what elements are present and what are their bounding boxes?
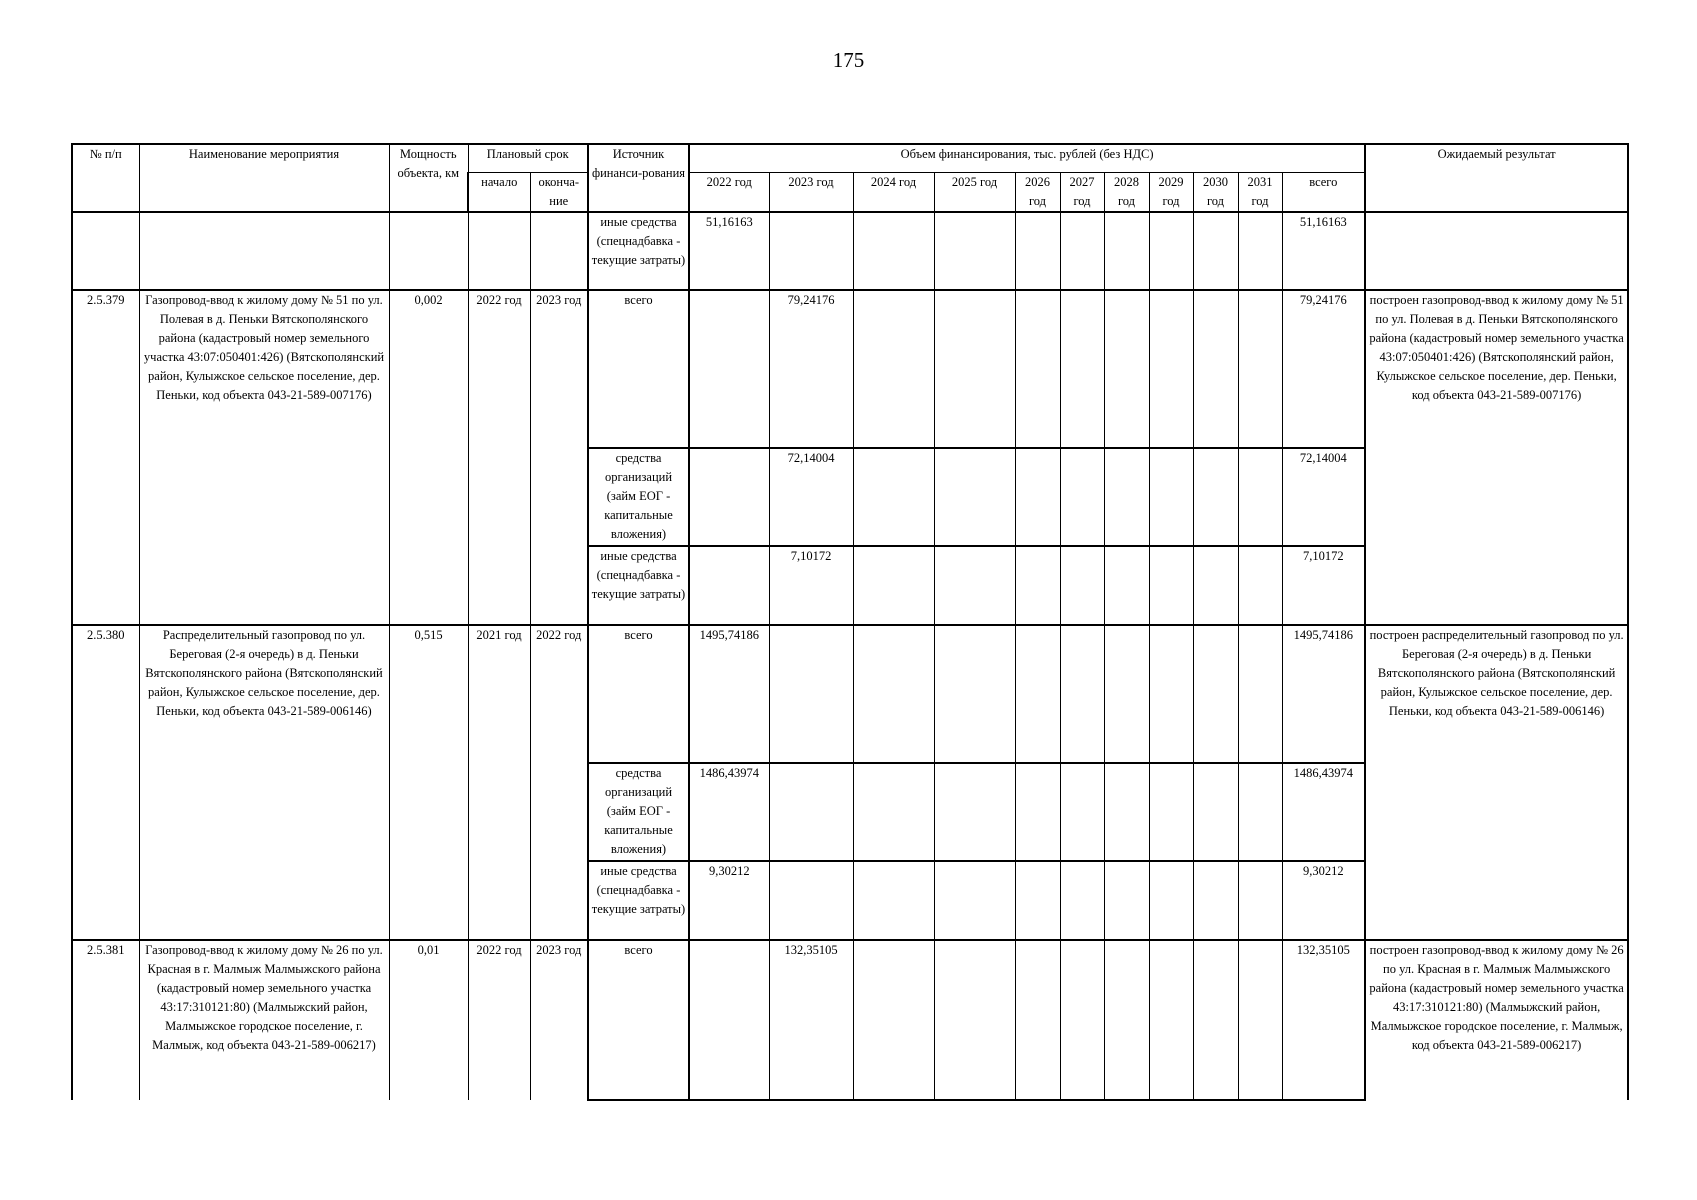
- cell-capacity: 0,515: [389, 625, 468, 940]
- header-financing: Объем финансирования, тыс. рублей (без НДС): [689, 144, 1365, 172]
- cell-y2030: [1193, 290, 1238, 448]
- cell-y2024: [853, 448, 934, 546]
- cell-y2027: [1060, 763, 1104, 861]
- header-term: Плановый срок: [468, 144, 588, 172]
- cell-y2029: [1149, 212, 1193, 290]
- cell-y2030: [1193, 212, 1238, 290]
- cell-y2030: [1193, 448, 1238, 546]
- table-row: [72, 290, 1628, 448]
- cell-num: [72, 212, 139, 290]
- header-year-2025: 2025 год: [934, 172, 1015, 212]
- cell-name: Распределительный газопровод по ул. Береговая (2-я очередь) в д. Пеньки Вятскополянского района (Вятскополянский район, Кулыжское сельское поселение, дер. Пеньки, код объекта 043-21-589-006146): [139, 625, 389, 940]
- cell-result: построен газопровод-ввод к жилому дому № 51 по ул. Полевая в д. Пеньки Вятскополянского района (кадастровый номер земельного участка 43:07:050401:426) (Вятскополянский район, Кулыжское сельское поселение, дер. Пеньки, код объекта 043-21-589-007176): [1365, 290, 1628, 625]
- cell-y2026: [1015, 625, 1060, 763]
- cell-y2025: [934, 625, 1015, 763]
- table-row: [72, 625, 1628, 763]
- cell-y2026: [1015, 212, 1060, 290]
- header-year-2028: 2028 год: [1104, 172, 1149, 212]
- table-row: [72, 212, 1628, 290]
- cell-y2023: 132,35105: [769, 940, 853, 1100]
- cell-y2026: [1015, 763, 1060, 861]
- cell-end: [530, 212, 588, 290]
- header-result: Ожидаемый результат: [1365, 144, 1628, 212]
- cell-y2028: [1104, 861, 1149, 940]
- cell-y2022: 51,16163: [689, 212, 769, 290]
- cell-y2029: [1149, 290, 1193, 448]
- cell-y2023: [769, 763, 853, 861]
- cell-y2025: [934, 212, 1015, 290]
- cell-y2028: [1104, 625, 1149, 763]
- cell-y2023: [769, 625, 853, 763]
- cell-source: всего: [588, 625, 689, 763]
- cell-name: Газопровод-ввод к жилому дому № 26 по ул. Красная в г. Малмыж Малмыжского района (кадастровый номер земельного участка 43:17:310121:80) (Малмыжский район, Малмыжское городское поселение, г. Малмыж, код объекта 043-21-589-006217): [139, 940, 389, 1100]
- cell-capacity: 0,002: [389, 290, 468, 625]
- cell-source: иные средства (спецнадбавка - текущие затраты): [588, 861, 689, 940]
- cell-y2025: [934, 448, 1015, 546]
- cell-num: 2.5.381: [72, 940, 139, 1100]
- cell-y2031: [1238, 290, 1282, 448]
- header-year-2022: 2022 год: [689, 172, 769, 212]
- cell-y2026: [1015, 546, 1060, 625]
- cell-y2023: 7,10172: [769, 546, 853, 625]
- header-year-2031: 2031 год: [1238, 172, 1282, 212]
- header-term-end: оконча-ние: [530, 172, 588, 212]
- cell-y2029: [1149, 448, 1193, 546]
- cell-y2024: [853, 290, 934, 448]
- cell-y2022: 1495,74186: [689, 625, 769, 763]
- cell-y2029: [1149, 625, 1193, 763]
- cell-y2027: [1060, 212, 1104, 290]
- page-number: 175: [832, 48, 865, 72]
- cell-y2026: [1015, 290, 1060, 448]
- cell-name: [139, 212, 389, 290]
- cell-capacity: [389, 212, 468, 290]
- cell-y2028: [1104, 448, 1149, 546]
- cell-source: всего: [588, 290, 689, 448]
- cell-result: построен газопровод-ввод к жилому дому № 26 по ул. Красная в г. Малмыж Малмыжского района (кадастровый номер земельного участка 43:17:310121:80) (Малмыжский район, Малмыжское городское поселение, г. Малмыж, код объекта 043-21-589-006217): [1365, 940, 1628, 1100]
- cell-y2027: [1060, 625, 1104, 763]
- cell-y2031: [1238, 546, 1282, 625]
- cell-y2029: [1149, 940, 1193, 1100]
- cell-y2023: [769, 212, 853, 290]
- cell-y2031: [1238, 212, 1282, 290]
- financing-table: [71, 143, 1629, 1101]
- header-term-start: начало: [468, 172, 530, 212]
- cell-y2024: [853, 940, 934, 1100]
- cell-total: 1495,74186: [1282, 625, 1365, 763]
- header-year-2030: 2030 год: [1193, 172, 1238, 212]
- cell-capacity: 0,01: [389, 940, 468, 1100]
- cell-y2028: [1104, 212, 1149, 290]
- cell-y2025: [934, 763, 1015, 861]
- cell-y2030: [1193, 546, 1238, 625]
- cell-start: 2021 год: [468, 625, 530, 940]
- cell-total: 51,16163: [1282, 212, 1365, 290]
- header-year-2026: 2026 год: [1015, 172, 1060, 212]
- cell-num: 2.5.380: [72, 625, 139, 940]
- cell-start: [468, 212, 530, 290]
- cell-y2030: [1193, 625, 1238, 763]
- cell-y2024: [853, 763, 934, 861]
- header-year-2027: 2027 год: [1060, 172, 1104, 212]
- cell-total: 1486,43974: [1282, 763, 1365, 861]
- cell-y2026: [1015, 861, 1060, 940]
- cell-y2022: [689, 546, 769, 625]
- cell-y2031: [1238, 940, 1282, 1100]
- header-year-2029: 2029 год: [1149, 172, 1193, 212]
- cell-y2031: [1238, 625, 1282, 763]
- cell-start: 2022 год: [468, 940, 530, 1100]
- cell-y2022: [689, 448, 769, 546]
- cell-source: иные средства (спецнадбавка - текущие затраты): [588, 546, 689, 625]
- cell-name: Газопровод-ввод к жилому дому № 51 по ул. Полевая в д. Пеньки Вятскополянского района (кадастровый номер земельного участка 43:07:050401:426) (Вятскополянский район, Кулыжское сельское поселение, дер. Пеньки, код объекта 043-21-589-007176): [139, 290, 389, 625]
- cell-y2023: 79,24176: [769, 290, 853, 448]
- cell-y2022: 1486,43974: [689, 763, 769, 861]
- cell-y2022: 9,30212: [689, 861, 769, 940]
- cell-y2025: [934, 290, 1015, 448]
- cell-y2029: [1149, 861, 1193, 940]
- cell-start: 2022 год: [468, 290, 530, 625]
- header-capacity: Мощность объекта, км: [389, 144, 468, 212]
- cell-y2028: [1104, 290, 1149, 448]
- cell-y2031: [1238, 763, 1282, 861]
- cell-y2028: [1104, 940, 1149, 1100]
- cell-y2023: [769, 861, 853, 940]
- cell-source: иные средства (спецнадбавка - текущие затраты): [588, 212, 689, 290]
- cell-y2022: [689, 940, 769, 1100]
- cell-end: 2022 год: [530, 625, 588, 940]
- cell-y2029: [1149, 763, 1193, 861]
- cell-y2022: [689, 290, 769, 448]
- cell-y2028: [1104, 546, 1149, 625]
- cell-result: построен распределительный газопровод по ул. Береговая (2-я очередь) в д. Пеньки Вятскополянского района (Вятскополянский район, Кулыжское сельское поселение, дер. Пеньки, код объекта 043-21-589-006146): [1365, 625, 1628, 940]
- cell-y2027: [1060, 448, 1104, 546]
- cell-total: 9,30212: [1282, 861, 1365, 940]
- cell-y2024: [853, 546, 934, 625]
- table-row: [72, 940, 1628, 1100]
- header-year-2023: 2023 год: [769, 172, 853, 212]
- cell-y2030: [1193, 861, 1238, 940]
- cell-y2027: [1060, 940, 1104, 1100]
- cell-source: средства организаций (займ ЕОГ - капитальные вложения): [588, 448, 689, 546]
- cell-total: 7,10172: [1282, 546, 1365, 625]
- header-num: № п/п: [72, 144, 139, 212]
- cell-y2031: [1238, 448, 1282, 546]
- cell-y2027: [1060, 290, 1104, 448]
- cell-y2025: [934, 940, 1015, 1100]
- cell-y2027: [1060, 546, 1104, 625]
- cell-y2030: [1193, 940, 1238, 1100]
- cell-y2024: [853, 625, 934, 763]
- cell-source: всего: [588, 940, 689, 1100]
- cell-y2023: 72,14004: [769, 448, 853, 546]
- cell-total: 72,14004: [1282, 448, 1365, 546]
- cell-total: 79,24176: [1282, 290, 1365, 448]
- cell-source: средства организаций (займ ЕОГ - капитальные вложения): [588, 763, 689, 861]
- cell-result: [1365, 212, 1628, 290]
- cell-y2029: [1149, 546, 1193, 625]
- header-source: Источник финанси-рования: [588, 144, 689, 212]
- header-year-2024: 2024 год: [853, 172, 934, 212]
- cell-end: 2023 год: [530, 290, 588, 625]
- cell-y2030: [1193, 763, 1238, 861]
- cell-end: 2023 год: [530, 940, 588, 1100]
- cell-y2024: [853, 212, 934, 290]
- cell-y2027: [1060, 861, 1104, 940]
- cell-y2026: [1015, 940, 1060, 1100]
- cell-y2025: [934, 546, 1015, 625]
- cell-y2025: [934, 861, 1015, 940]
- header-total: всего: [1282, 172, 1365, 212]
- cell-y2031: [1238, 861, 1282, 940]
- cell-y2028: [1104, 763, 1149, 861]
- header-name: Наименование мероприятия: [139, 144, 389, 212]
- cell-y2026: [1015, 448, 1060, 546]
- cell-num: 2.5.379: [72, 290, 139, 625]
- cell-total: 132,35105: [1282, 940, 1365, 1100]
- cell-y2024: [853, 861, 934, 940]
